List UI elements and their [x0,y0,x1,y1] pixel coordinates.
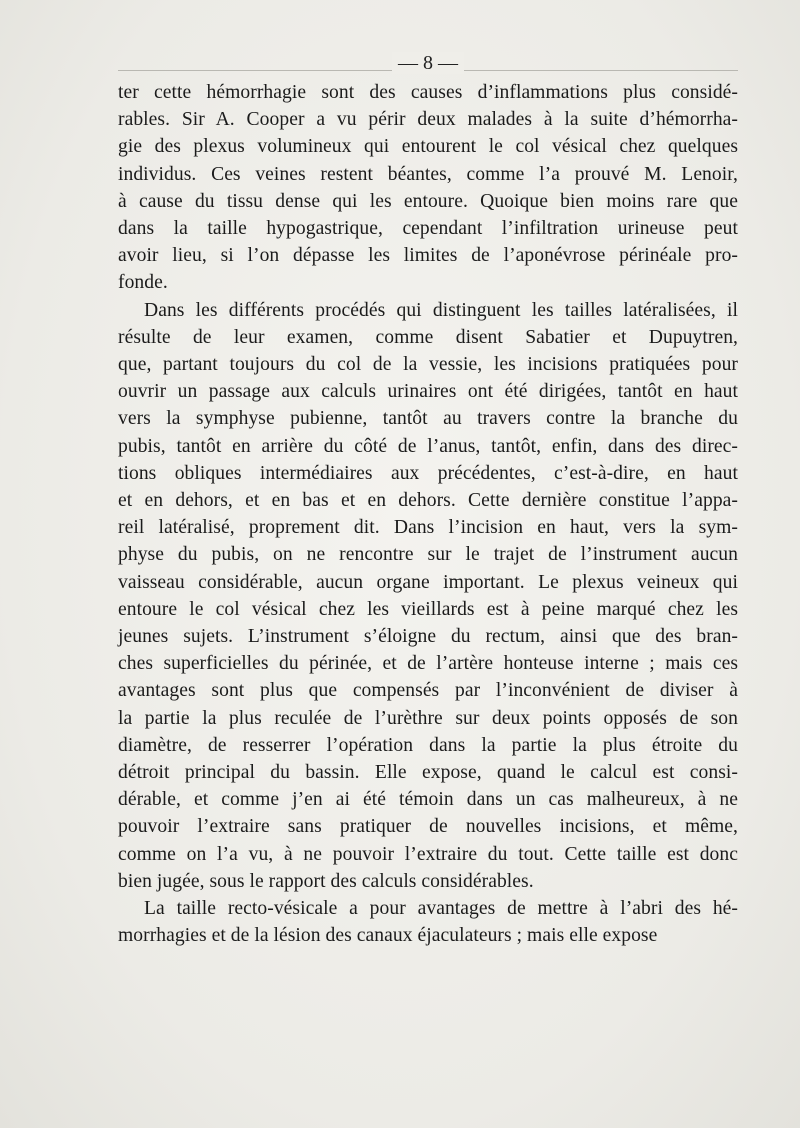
text-line: pouvoir l’extraire sans pratiquer de nouvelles incisions, et même, [118,816,738,838]
text-line: la partie la plus reculée de l’urèthre sur deux points opposés de son [118,707,738,729]
text-line: et en dehors, et en bas et en dehors. Cette dernière constitue l’appa- [118,490,738,512]
text-line: dérable, et comme j’en ai été témoin dans un cas malheureux, à ne [118,789,738,811]
text-line: comme on l’a vu, à ne pouvoir l’extraire du tout. Cette taille est donc [118,843,738,865]
text-line: ouvrir un passage aux calculs urinaires ont été dirigées, tantôt en haut [118,381,738,403]
text-line: avoir lieu, si l’on dépasse les limites de l’aponévrose périnéale pro- [118,245,738,267]
paragraph [118,79,738,297]
text-line: dans la taille hypogastrique, cependant l’infiltration urineuse peut [118,218,738,240]
text-line: à cause du tissu dense qui les entoure. Quoique bien moins rare que [118,190,738,212]
text-line: avantages sont plus que compensés par l’inconvénient de diviser à [118,680,738,702]
text-line: résulte de leur examen, comme disent Sabatier et Dupuytren, [118,326,738,348]
text-line: vers la symphyse pubienne, tantôt au travers contre la branche du [118,408,738,430]
paragraph [118,895,738,949]
paragraph [118,297,738,895]
text-line: fonde. [118,272,168,294]
text-line: vaisseau considérable, aucun organe important. Le plexus veineux qui [118,571,738,593]
text-line: Dans les différents procédés qui distinguent les tailles latéralisées, il [144,299,738,321]
text-line: diamètre, de resserrer l’opération dans la partie la plus étroite du [118,734,738,756]
text-line: rables. Sir A. Cooper a vu périr deux malades à la suite d’hémorrha- [118,109,738,131]
text-line: bien jugée, sous le rapport des calculs considérables. [118,870,534,892]
text-line: gie des plexus volumineux qui entourent le col vésical chez quelques [118,136,738,158]
text-line: individus. Ces veines restent béantes, comme l’a prouvé M. Lenoir, [118,163,738,185]
text-line: entoure le col vésical chez les vieillards est à peine marqué chez les [118,598,738,620]
page-number: — 8 — [118,52,738,75]
text-line: pubis, tantôt en arrière du côté de l’anus, tantôt, enfin, dans des direc- [118,435,738,457]
text-line: ter cette hémorrhagie sont des causes d’inflammations plus considé- [118,82,738,103]
text-line: reil latéralisé, proprement dit. Dans l’incision en haut, vers la sym- [118,517,738,539]
body-text [118,79,738,950]
text-line: jeunes sujets. L’instrument s’éloigne du rectum, ainsi que des bran- [118,626,738,648]
text-line: ches superficielles du périnée, et de l’artère honteuse interne ; mais ces [118,653,738,675]
text-line: physe du pubis, on ne rencontre sur le trajet de l’instrument aucun [118,544,738,566]
page-header [118,50,738,80]
text-line: que, partant toujours du col de la vessie, les incisions pratiquées pour [118,354,738,376]
text-line: La taille recto-vésicale a pour avantages de mettre à l’abri des hé- [144,898,738,920]
text-line: détroit principal du bassin. Elle expose, quand le calcul est consi- [118,762,738,784]
text-line: morrhagies et de la lésion des canaux éjaculateurs ; mais elle expose [118,925,658,947]
text-line: tions obliques intermédiaires aux précédentes, c’est-à-dire, en haut [118,462,738,484]
